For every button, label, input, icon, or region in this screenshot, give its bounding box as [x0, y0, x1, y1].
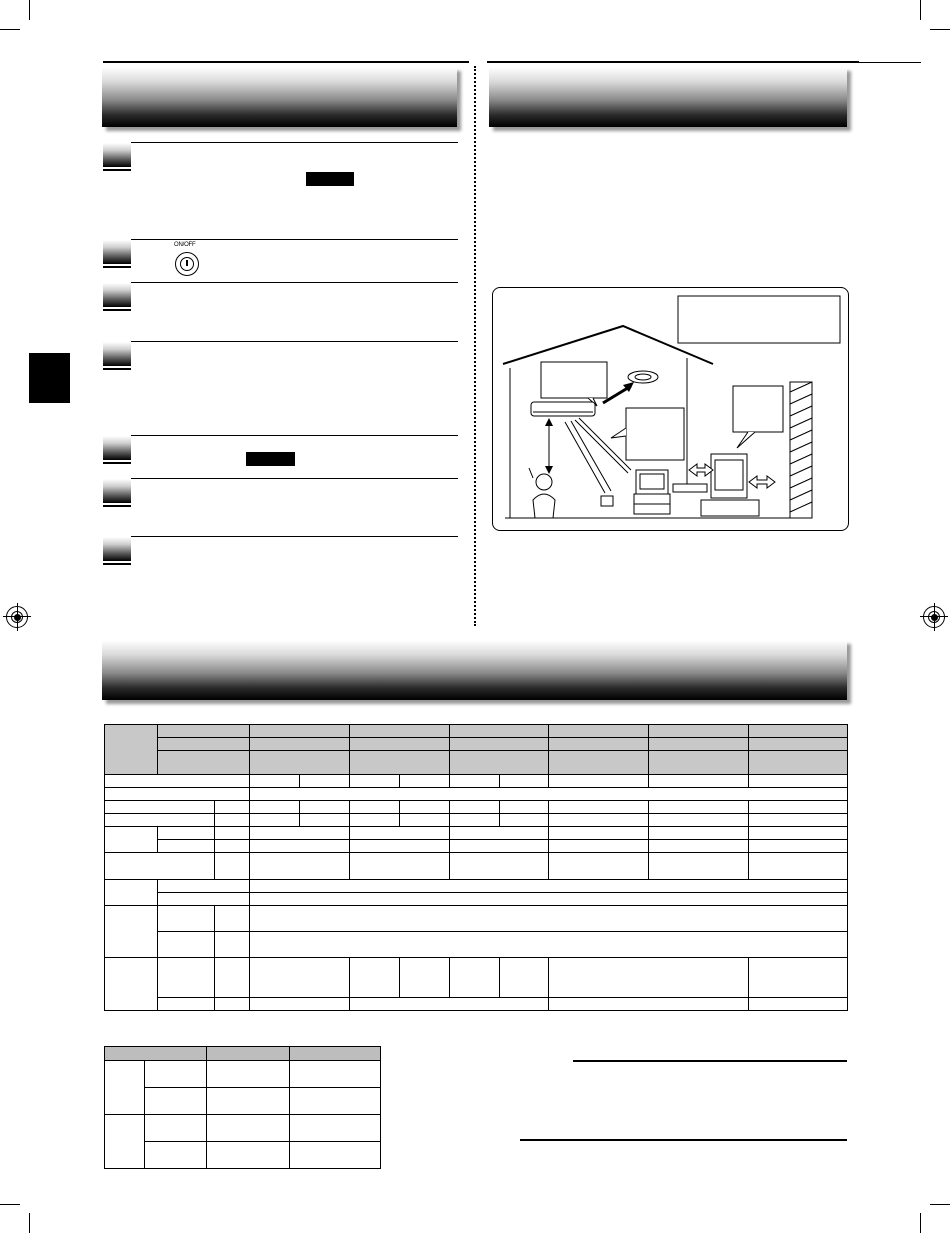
table-cell	[549, 840, 649, 853]
power-button-label: ON/OFF	[174, 242, 196, 248]
table-cell	[350, 775, 400, 788]
table-cell	[105, 827, 158, 853]
step-underline	[103, 462, 131, 464]
table-row	[105, 1088, 381, 1115]
crop-mark	[920, 0, 921, 20]
step-number-block	[103, 240, 131, 264]
table-cell	[250, 801, 300, 814]
table-cell	[549, 814, 649, 827]
table-cell	[549, 801, 649, 814]
table-cell	[400, 801, 450, 814]
step-underline	[103, 505, 131, 507]
table-cell	[207, 1115, 290, 1142]
table-cell	[250, 893, 848, 906]
table-cell	[549, 998, 749, 1011]
table-header-cell	[350, 725, 450, 738]
table-header-cell	[649, 725, 749, 738]
table-cell	[158, 958, 215, 998]
table-cell	[105, 906, 158, 958]
table-cell	[649, 801, 749, 814]
step-rule	[131, 239, 458, 240]
table-row	[105, 801, 848, 814]
table-cell	[749, 827, 848, 840]
step-number-block	[103, 283, 131, 307]
table-cell	[400, 958, 450, 998]
crop-mark	[920, 1213, 921, 1233]
table-cell	[300, 775, 350, 788]
table-header-cell	[749, 738, 848, 751]
table-cell	[300, 801, 350, 814]
step-underline	[103, 309, 131, 311]
table-cell	[400, 775, 450, 788]
table-cell	[158, 906, 215, 932]
table-row	[105, 893, 848, 906]
table-cell	[450, 958, 500, 998]
table-cell	[158, 893, 250, 906]
table-cell	[215, 906, 250, 932]
table-cell	[290, 1115, 381, 1142]
table-header-cell	[250, 725, 350, 738]
table-cell	[549, 775, 649, 788]
table-cell	[749, 853, 848, 880]
table-row	[105, 1061, 381, 1088]
house-diagram-drawing	[493, 288, 848, 530]
step-number-block	[103, 143, 131, 167]
table-cell	[105, 853, 215, 880]
step-number-block	[103, 342, 131, 366]
step-underline	[103, 169, 131, 171]
step-underline	[103, 266, 131, 268]
crop-mark	[29, 1213, 30, 1233]
table-cell	[450, 775, 500, 788]
table-cell	[158, 998, 215, 1011]
table-cell	[158, 932, 215, 958]
crosshair-registration-icon	[6, 606, 28, 628]
top-rule-thin	[859, 62, 921, 63]
table-header-cell	[350, 738, 450, 751]
table-cell	[290, 1061, 381, 1088]
table-row	[105, 932, 848, 958]
table-cell	[749, 998, 848, 1011]
step-rule	[131, 478, 458, 479]
table-cell	[215, 814, 250, 827]
table-row	[105, 775, 848, 788]
table-cell	[207, 1088, 290, 1115]
table-cell	[450, 840, 549, 853]
step-number-block	[103, 537, 131, 561]
top-rule	[487, 61, 859, 63]
step-number-block	[103, 436, 131, 460]
table-row	[105, 853, 848, 880]
table-cell	[500, 814, 549, 827]
table-cell	[350, 998, 549, 1011]
table-cell	[105, 880, 158, 906]
table-header-cell	[250, 738, 350, 751]
table-cell	[105, 788, 250, 801]
table-cell	[250, 958, 350, 998]
table-cell	[215, 998, 250, 1011]
table-cell	[500, 958, 549, 998]
table-cell	[649, 814, 749, 827]
table-cell	[215, 958, 250, 998]
table-header-cell	[158, 751, 250, 775]
table-cell	[250, 998, 350, 1011]
table-cell	[749, 775, 848, 788]
table-cell	[749, 814, 848, 827]
table-header-cell	[649, 751, 749, 775]
table-cell	[215, 801, 250, 814]
table-cell	[400, 814, 450, 827]
table-cell	[250, 880, 848, 893]
table-cell	[145, 1142, 207, 1169]
signature-rule	[573, 1060, 847, 1062]
table-cell	[158, 827, 215, 840]
table-cell	[250, 775, 300, 788]
table-header-cell	[450, 738, 549, 751]
table-cell	[450, 801, 500, 814]
crop-mark	[930, 1204, 950, 1205]
right-panel-header	[489, 67, 847, 127]
table-cell	[250, 827, 350, 840]
table-cell	[450, 827, 549, 840]
table-header-cell	[450, 751, 549, 775]
table-cell	[145, 1061, 207, 1088]
table-cell	[250, 906, 848, 932]
step-rule	[131, 142, 458, 143]
signature-rule	[520, 1139, 847, 1141]
table-cell	[350, 958, 400, 998]
column-divider	[474, 66, 476, 626]
table-header-cell	[105, 725, 158, 775]
table-cell	[350, 801, 400, 814]
table-cell	[250, 932, 848, 958]
table-cell	[145, 1088, 207, 1115]
step-underline	[103, 563, 131, 565]
table-row	[105, 1115, 381, 1142]
label-tag	[246, 452, 295, 466]
table-header-cell	[158, 725, 250, 738]
crop-mark	[0, 29, 20, 30]
step-underline	[103, 368, 131, 370]
step-rule	[131, 341, 458, 342]
table-cell	[549, 827, 649, 840]
table-cell	[207, 1061, 290, 1088]
step-rule	[131, 435, 458, 436]
table-cell	[207, 1142, 290, 1169]
table-cell	[105, 814, 215, 827]
table-cell	[350, 853, 450, 880]
table-cell	[450, 853, 549, 880]
table-cell	[500, 801, 549, 814]
table-cell	[250, 840, 350, 853]
house-interference-diagram	[492, 287, 849, 531]
power-button-icon	[175, 252, 199, 276]
crop-mark	[29, 0, 30, 20]
mini-spec-table	[104, 1046, 381, 1169]
side-tab	[29, 353, 70, 403]
table-cell	[215, 932, 250, 958]
table-cell	[215, 853, 250, 880]
table-header-cell	[450, 725, 549, 738]
table-header-cell	[207, 1047, 290, 1061]
table-cell	[105, 775, 250, 788]
table-header-cell	[549, 738, 649, 751]
table-cell	[749, 801, 848, 814]
table-row	[105, 814, 848, 827]
bottom-section-header	[102, 640, 847, 700]
table-cell	[350, 827, 450, 840]
table-cell	[500, 775, 549, 788]
table-row	[105, 840, 848, 853]
table-cell	[250, 788, 848, 801]
table-cell	[290, 1142, 381, 1169]
table-cell	[549, 958, 749, 998]
table-cell	[145, 1115, 207, 1142]
table-header-cell	[350, 751, 450, 775]
table-cell	[158, 840, 215, 853]
left-panel-header	[102, 67, 457, 127]
table-cell	[649, 775, 749, 788]
table-cell	[105, 958, 158, 1011]
table-cell	[290, 1088, 381, 1115]
table-header-cell	[250, 751, 350, 775]
table-cell	[649, 827, 749, 840]
crop-mark	[0, 1204, 20, 1205]
table-cell	[250, 814, 300, 827]
table-header-cell	[158, 738, 250, 751]
crop-mark	[930, 29, 950, 30]
table-cell	[105, 1061, 145, 1115]
label-tag	[306, 172, 354, 186]
table-header-cell	[749, 751, 848, 775]
table-row	[105, 958, 848, 998]
table-cell	[549, 853, 649, 880]
table-cell	[158, 880, 250, 893]
table-row	[105, 827, 848, 840]
table-row	[105, 788, 848, 801]
table-row	[105, 880, 848, 893]
table-header-cell	[290, 1047, 381, 1061]
table-header-cell	[549, 751, 649, 775]
table-cell	[250, 853, 350, 880]
table-cell	[749, 958, 848, 998]
step-rule	[131, 536, 458, 537]
table-header-cell	[105, 1047, 207, 1061]
top-rule	[103, 61, 469, 63]
table-cell	[649, 840, 749, 853]
table-cell	[350, 814, 400, 827]
table-row	[105, 1142, 381, 1169]
table-header-cell	[649, 738, 749, 751]
table-row	[105, 906, 848, 932]
table-cell	[105, 1115, 145, 1169]
step-number-block	[103, 479, 131, 503]
table-cell	[215, 840, 250, 853]
specification-table	[104, 724, 848, 1011]
step-rule	[131, 282, 458, 283]
table-header-cell	[549, 725, 649, 738]
table-cell	[350, 840, 450, 853]
crosshair-registration-icon	[923, 606, 945, 628]
table-cell	[749, 840, 848, 853]
table-cell	[450, 814, 500, 827]
table-header-cell	[749, 725, 848, 738]
table-row	[105, 998, 848, 1011]
table-cell	[105, 801, 215, 814]
table-cell	[300, 814, 350, 827]
table-cell	[215, 827, 250, 840]
table-cell	[649, 853, 749, 880]
